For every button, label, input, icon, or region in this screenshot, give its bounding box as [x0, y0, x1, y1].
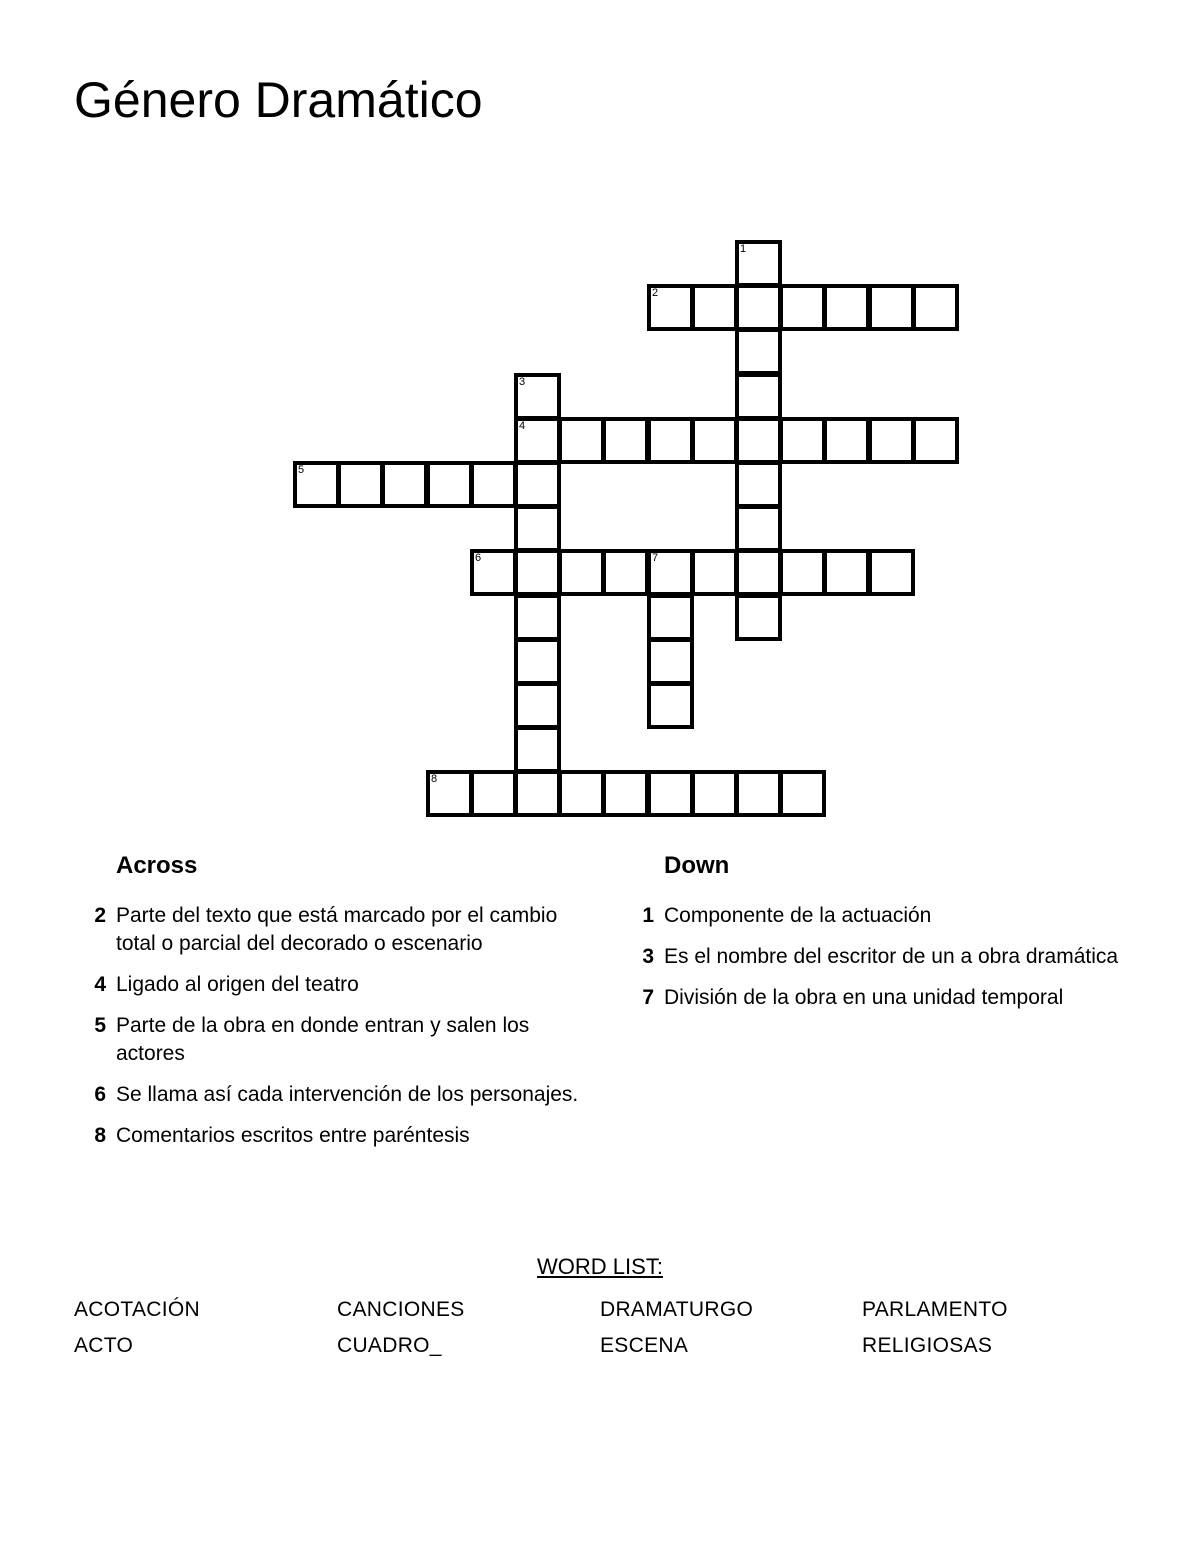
crossword-cell[interactable] — [470, 461, 517, 508]
clue-number: 3 — [642, 945, 654, 968]
crossword-cell[interactable] — [823, 284, 870, 331]
clue-text: Parte del texto que está marcado por el cambio total o parcial del decorado o escenario — [116, 904, 558, 955]
cell-number: 6 — [475, 552, 482, 564]
clue-number: 5 — [94, 1014, 106, 1037]
crossword-cell[interactable] — [514, 770, 561, 817]
clue-text: Comentarios escritos entre paréntesis — [116, 1124, 470, 1147]
cell-number: 5 — [298, 464, 305, 476]
crossword-cell[interactable] — [470, 549, 517, 596]
clue-number: 1 — [642, 904, 654, 927]
crossword-cell[interactable] — [735, 328, 782, 375]
word-list-item: ESCENA — [600, 1334, 689, 1357]
crossword-cell[interactable] — [602, 549, 649, 596]
crossword-cell[interactable] — [647, 417, 694, 464]
crossword-cell[interactable] — [735, 373, 782, 420]
down-heading: Down — [664, 852, 730, 879]
clue-number: 8 — [94, 1124, 106, 1147]
crossword-cell[interactable] — [514, 549, 561, 596]
word-list-item: CUADRO_ — [337, 1334, 442, 1357]
crossword-cell[interactable] — [735, 461, 782, 508]
down-clue — [624, 902, 1144, 930]
crossword-cell[interactable] — [558, 549, 605, 596]
crossword-cell[interactable] — [691, 770, 738, 817]
cell-number: 8 — [431, 773, 438, 785]
page-title: Género Dramático — [74, 72, 483, 128]
crossword-cell[interactable] — [779, 549, 826, 596]
crossword-cell[interactable] — [381, 461, 428, 508]
clue-text: Es el nombre del escritor de un a obra dramática — [664, 945, 1119, 968]
cell-number: 7 — [652, 552, 659, 564]
crossword-cell[interactable] — [779, 770, 826, 817]
crossword-cell[interactable] — [558, 770, 605, 817]
crossword-cell[interactable] — [735, 417, 782, 464]
word-list-item: RELIGIOSAS — [862, 1334, 993, 1357]
crossword-cell[interactable] — [426, 770, 473, 817]
crossword-cell[interactable] — [647, 770, 694, 817]
across-clue — [76, 1012, 596, 1068]
crossword-cell[interactable] — [514, 638, 561, 685]
crossword-cell[interactable] — [912, 417, 959, 464]
crossword-cell[interactable] — [514, 726, 561, 773]
crossword-cell[interactable] — [514, 594, 561, 641]
crossword-cell[interactable] — [823, 417, 870, 464]
crossword-cell[interactable] — [337, 461, 384, 508]
crossword-cell[interactable] — [558, 417, 605, 464]
crossword-cell[interactable] — [735, 594, 782, 641]
word-list-item: CANCIONES — [337, 1298, 465, 1321]
cell-number: 2 — [652, 287, 659, 299]
crossword-cell[interactable] — [823, 549, 870, 596]
crossword-cell[interactable] — [912, 284, 959, 331]
across-clue — [76, 971, 596, 999]
word-list-item: PARLAMENTO — [862, 1298, 1008, 1321]
clue-number: 6 — [94, 1083, 106, 1106]
crossword-cell[interactable] — [426, 461, 473, 508]
crossword-cell[interactable] — [868, 417, 915, 464]
across-clue — [76, 1081, 596, 1109]
cell-number: 4 — [519, 420, 526, 432]
crossword-cell[interactable] — [514, 505, 561, 552]
crossword-cell[interactable] — [470, 770, 517, 817]
crossword-cell[interactable] — [514, 682, 561, 729]
crossword-cell[interactable] — [735, 284, 782, 331]
word-list-item: ACTO — [74, 1334, 134, 1357]
crossword-cell[interactable] — [868, 549, 915, 596]
down-clue — [624, 943, 1144, 971]
clue-text: Parte de la obra en donde entran y salen los actores — [116, 1014, 530, 1065]
crossword-cell[interactable] — [735, 240, 782, 287]
crossword-cell[interactable] — [647, 638, 694, 685]
word-list-item: DRAMATURGO — [600, 1298, 754, 1321]
across-clue — [76, 1122, 596, 1150]
crossword-cell[interactable] — [647, 594, 694, 641]
across-clue — [76, 902, 596, 958]
crossword-cell[interactable] — [779, 284, 826, 331]
clue-text: Se llama así cada intervención de los personajes. — [116, 1083, 579, 1106]
word-list-item: ACOTACIÓN — [74, 1298, 200, 1321]
crossword-cell[interactable] — [779, 417, 826, 464]
down-clues — [624, 848, 1144, 1025]
clue-text: Ligado al origen del teatro — [116, 973, 359, 996]
crossword-cell[interactable] — [514, 373, 561, 420]
crossword-cell[interactable] — [691, 284, 738, 331]
crossword-cell[interactable] — [514, 417, 561, 464]
crossword-cell[interactable] — [735, 505, 782, 552]
crossword-cell[interactable] — [293, 461, 340, 508]
clue-number: 7 — [642, 986, 654, 1009]
word-list-title: WORD LIST: — [537, 1254, 663, 1279]
crossword-cell[interactable] — [691, 417, 738, 464]
crossword-cell[interactable] — [602, 770, 649, 817]
crossword-cell[interactable] — [735, 549, 782, 596]
clue-text: Componente de la actuación — [664, 904, 932, 927]
clue-number: 2 — [94, 904, 106, 927]
across-clues — [76, 848, 596, 1163]
crossword-cell[interactable] — [647, 549, 694, 596]
crossword-cell[interactable] — [647, 682, 694, 729]
crossword-cell[interactable] — [735, 770, 782, 817]
crossword-cell[interactable] — [514, 461, 561, 508]
crossword-cell[interactable] — [691, 549, 738, 596]
down-clue — [624, 984, 1144, 1012]
crossword-cell[interactable] — [602, 417, 649, 464]
cell-number: 3 — [519, 376, 526, 388]
clue-text: División de la obra en una unidad temporal — [664, 986, 1064, 1009]
crossword-cell[interactable] — [647, 284, 694, 331]
crossword-cell[interactable] — [868, 284, 915, 331]
clue-number: 4 — [94, 973, 106, 996]
cell-number: 1 — [740, 243, 747, 255]
across-heading: Across — [116, 852, 198, 879]
